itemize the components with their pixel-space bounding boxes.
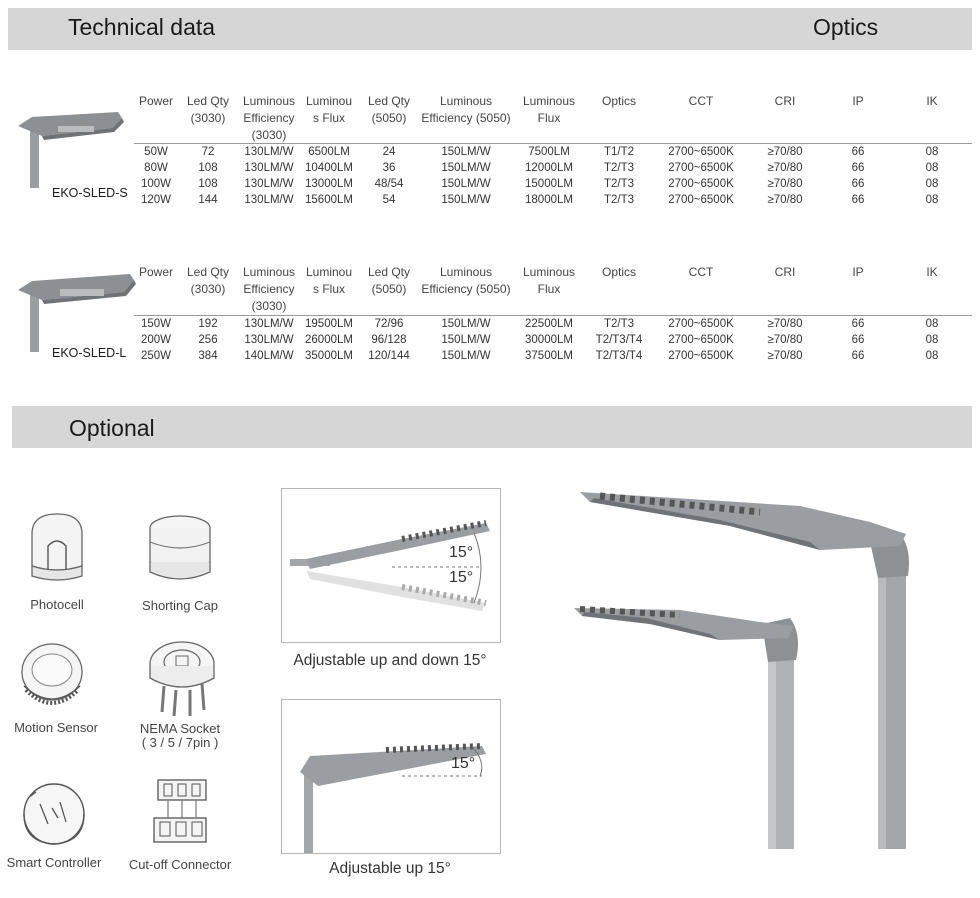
header-line: Efficiency [243,111,295,125]
table-cell: 192 [198,318,218,330]
shorting-cap-label: Shorting Cap [142,598,218,613]
adjust-up-frame [281,699,501,854]
header-led-qty-5050 [362,264,416,298]
table-cell: 150LM/W [441,334,491,346]
header-line: (5050) [371,282,407,296]
table-cell: 130LM/W [244,162,294,174]
table-cell: T1/T2 [603,146,635,158]
table-cell: T2/T3 [603,194,635,206]
table-cell: 66 [851,194,865,206]
table-cell: 15600LM [305,194,353,206]
header-line: Luminous [522,265,576,279]
table-cell: 120W [140,194,172,206]
table-cell: 130LM/W [244,146,294,158]
table-cell: 2700~6500K [668,178,734,190]
table-cell: 256 [198,334,218,346]
header-optics: Optics [601,265,636,279]
table-cell: 18000LM [525,194,573,206]
header-line: (3030) [251,299,287,313]
table-cell: 150LM/W [441,318,491,330]
table-cell: 150LM/W [441,178,491,190]
table-cell: 150W [140,318,172,330]
eko-sled-s-thumbnail [14,104,126,188]
optional-band [12,406,972,448]
table-cell: 15000LM [525,178,573,190]
table-cell: 66 [851,318,865,330]
header-line: s Flux [312,282,345,296]
adjust-up-down-diagram [282,489,500,642]
table-cell: 66 [851,334,865,346]
header-line: Luminous [439,265,493,279]
header-lum-flux [302,264,356,298]
nema-socket-icon [144,638,220,718]
header-led-qty-5050 [362,93,416,127]
table-cell: 66 [851,178,865,190]
table-cell: 26000LM [305,334,353,346]
header-line: s Flux [312,111,345,125]
header-cct: CCT [688,265,714,279]
header-line: Led Qty [186,94,230,108]
degree-up-label: 15° [449,544,474,561]
header-cri: CRI [774,94,796,108]
table-cell: 120/144 [368,350,410,362]
photocell-icon [26,510,88,586]
header-lum-flux [302,93,356,127]
table-cell: 108 [198,162,218,174]
header-power: Power [138,265,173,279]
optional-title: Optional [69,415,155,441]
table-cell: 48/54 [374,178,404,190]
adjust-up-caption: Adjustable up 15° [329,860,451,877]
table-cell: 150LM/W [441,162,491,174]
model-name-l: EKO-SLED-L [52,346,127,360]
header-line: Led Qty [367,265,411,279]
header-led-qty-3030 [182,264,234,298]
header-ik: IK [926,265,938,279]
table-cell: 2700~6500K [668,350,734,362]
table-cell: 144 [198,194,218,206]
header-line: Efficiency (5050) [421,282,511,296]
table-cell: 2700~6500K [668,318,734,330]
table-cell: ≥70/80 [767,178,803,190]
cutoff-connector-label: Cut-off Connector [128,857,232,872]
table-cell: 08 [925,146,939,158]
streetlight-product-image [570,484,980,854]
adjust-up-down-frame [281,488,501,643]
table-cell: 130LM/W [244,318,294,330]
table-cell: T2/T3 [603,162,635,174]
table-cell: 150LM/W [441,350,491,362]
table-cell: ≥70/80 [767,194,803,206]
header-cct: CCT [688,94,714,108]
header-line: (3030) [190,111,226,125]
header-line: (3030) [251,128,287,142]
shorting-cap-icon [144,512,216,588]
motion-sensor-label: Motion Sensor [14,720,98,735]
table-cell: ≥70/80 [767,350,803,362]
optics-title: Optics [813,14,879,40]
smart-controller-label: Smart Controller [6,855,102,870]
table-cell: 130LM/W [244,194,294,206]
table-cell: 50W [144,146,168,158]
table-cell: 12000LM [525,162,573,174]
table-cell: 150LM/W [441,194,491,206]
table-cell: 08 [925,162,939,174]
table-cell: 19500LM [305,318,353,330]
table-cell: 10400LM [305,162,353,174]
table-cell: 130LM/W [244,334,294,346]
table-cell: 22500LM [525,318,573,330]
header-lum-eff-5050 [418,264,514,298]
table-cell: 96/128 [371,334,407,346]
table-cell: T2/T3/T4 [595,334,643,346]
model-name-s: EKO-SLED-S [52,186,128,200]
header-line: Luminou [305,94,353,108]
motion-sensor-icon [16,640,88,714]
cutoff-connector-icon [148,774,218,854]
table-cell: 2700~6500K [668,162,734,174]
table-cell: 08 [925,178,939,190]
photocell-label: Photocell [30,597,84,612]
technical-data-title: Technical data [68,14,216,40]
smart-controller-icon [14,778,92,854]
table-cell: 100W [140,178,172,190]
header-lum-eff-3030 [238,264,300,315]
table-cell: ≥70/80 [767,162,803,174]
table-cell: 2700~6500K [668,146,734,158]
table-cell: 54 [382,194,396,206]
header-led-qty-3030 [182,93,234,127]
table-cell: 30000LM [525,334,573,346]
table-cell: 2700~6500K [668,334,734,346]
degree-single-label: 15° [451,755,476,772]
table-cell: 7500LM [528,146,570,158]
header-line: Luminous [439,94,493,108]
table-cell: 08 [925,350,939,362]
table-cell: 35000LM [305,350,353,362]
adjust-up-diagram [282,700,500,853]
table-cell: 200W [140,334,172,346]
header-line: Efficiency [243,282,295,296]
header-line: Flux [537,111,561,125]
header-lum-flux-5050 [517,264,581,298]
table-cell: 108 [198,178,218,190]
header-lum-eff-5050 [418,93,514,127]
header-lum-eff-3030 [238,93,300,144]
table-cell: 08 [925,194,939,206]
header-line: Luminous [242,265,296,279]
header-ik: IK [926,94,938,108]
eko-sled-l-thumbnail [14,268,138,352]
table-cell: T2/T3 [603,178,635,190]
table-cell: 66 [851,350,865,362]
table-cell: 08 [925,334,939,346]
table-cell: 37500LM [525,350,573,362]
table-cell: T2/T3 [603,318,635,330]
header-cri: CRI [774,265,796,279]
table-cell: 13000LM [305,178,353,190]
adjust-up-down-caption: Adjustable up and down 15° [293,652,487,669]
table-cell: 250W [140,350,172,362]
nema-socket-line: NEMA Socket [139,721,221,736]
table-cell: 72 [201,146,215,158]
header-power: Power [138,94,173,108]
table-cell: ≥70/80 [767,146,803,158]
table-cell: 36 [382,162,396,174]
table-cell: 08 [925,318,939,330]
header-line: Efficiency (5050) [421,111,511,125]
header-line: Luminous [522,94,576,108]
header-line: Led Qty [186,265,230,279]
table-cell: 80W [144,162,168,174]
header-line: (5050) [371,111,407,125]
table-cell: 24 [382,146,396,158]
table-cell: ≥70/80 [767,334,803,346]
table-cell: T2/T3/T4 [595,350,643,362]
table-cell: 72/96 [374,318,404,330]
degree-down-label: 15° [449,569,474,586]
table-cell: 2700~6500K [668,194,734,206]
header-line: Flux [537,282,561,296]
header-line: (3030) [190,282,226,296]
table-cell: 66 [851,146,865,158]
table-cell: 66 [851,162,865,174]
table-cell: 140LM/W [244,350,294,362]
header-optics: Optics [601,94,636,108]
header-line: Led Qty [367,94,411,108]
nema-socket-label [132,722,228,750]
table-cell: 384 [198,350,218,362]
header-line: Luminou [305,265,353,279]
table-cell: ≥70/80 [767,318,803,330]
header-line: Luminous [242,94,296,108]
header-ip: IP [852,94,864,108]
nema-socket-line: ( 3 / 5 / 7pin ) [141,735,219,750]
table-cell: 150LM/W [441,146,491,158]
table-cell: 130LM/W [244,178,294,190]
header-lum-flux-5050 [517,93,581,127]
header-ip: IP [852,265,864,279]
table-cell: 6500LM [308,146,350,158]
